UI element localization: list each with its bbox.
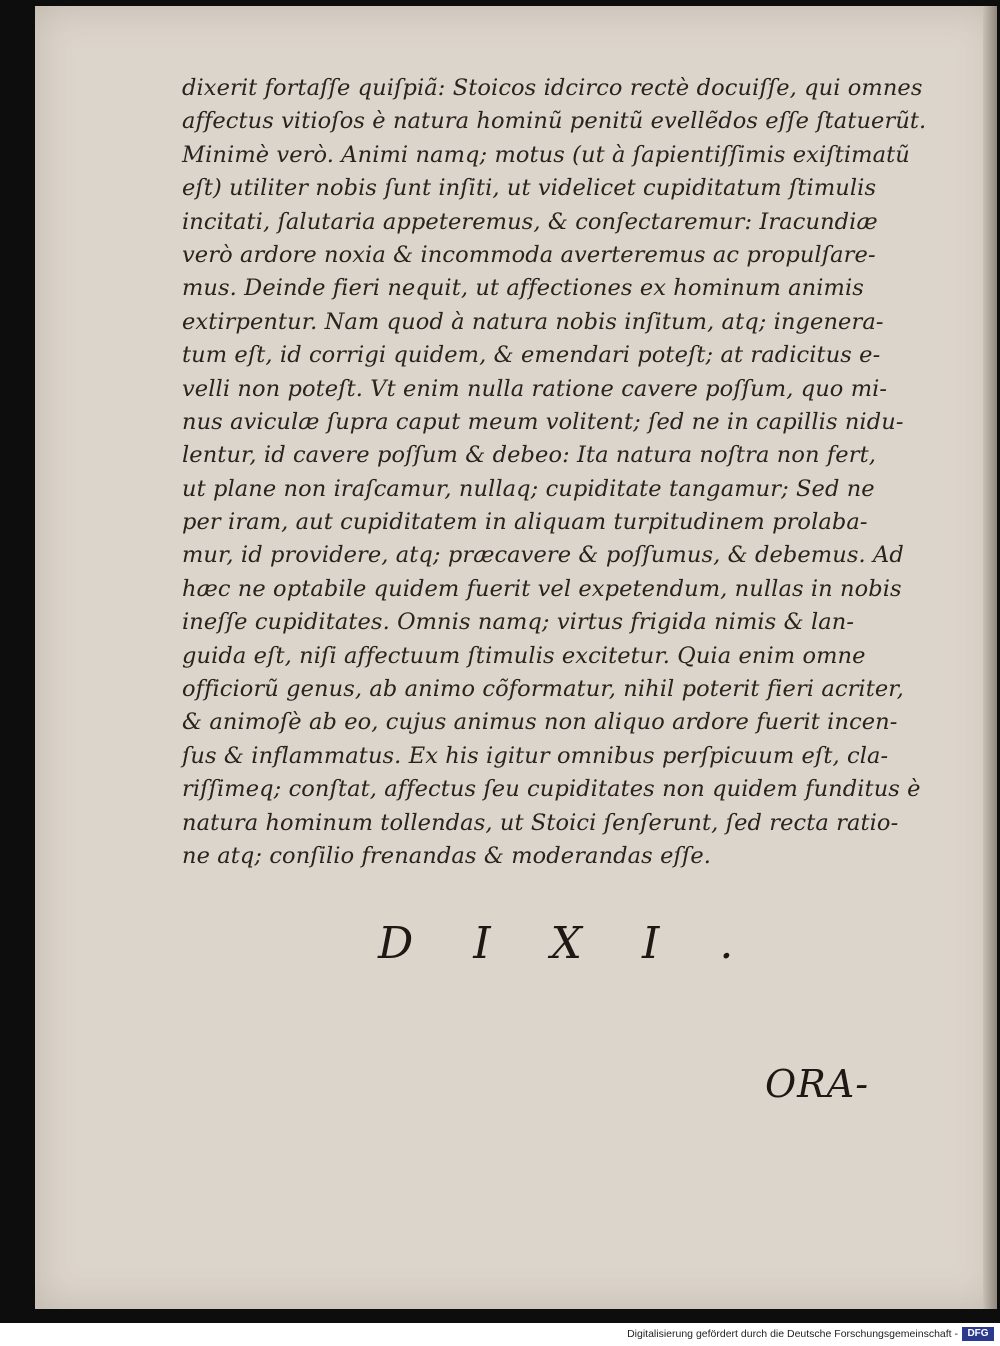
- text-line: extirpentur. Nam quod à natura nobis inſitum, atq; ingenera-: [182, 308, 884, 335]
- text-line: affectus vitioſos è natura hominũ penitũ evellẽdos eſſe ſtatuerũt.: [182, 108, 927, 135]
- text-line: ſus & inflammatus. Ex his igitur omnibus perſpicuum eſt, cla-: [182, 742, 889, 769]
- text-line: velli non poteſt. Vt enim nulla ratione cavere poſſum, quo mi-: [182, 375, 888, 402]
- text-line: natura hominum tollendas, ut Stoici ſenſerunt, ſed recta ratio-: [182, 809, 899, 836]
- page-edge-shadow: [983, 6, 997, 1309]
- text-line: ut plane non iraſcamur, nullaq; cupiditate tangamur; Sed ne: [182, 475, 875, 502]
- text-line: riſſimeq; conſtat, affectus ſeu cupiditates non quidem funditus è: [182, 776, 921, 803]
- text-line: ne atq; conſilio frenandas & moderandas eſſe.: [182, 842, 712, 869]
- text-line: & animoſè ab eo, cujus animus non aliquo ardore fuerit incen-: [182, 709, 898, 736]
- text-line: verò ardore noxia & incommoda averteremus ac propulſare-: [182, 241, 876, 268]
- footer-bar: [0, 1323, 1000, 1346]
- text-line: officiorũ genus, ab animo cõformatur, nihil poterit fieri acriter,: [182, 676, 904, 703]
- closing-word: DIXI.: [378, 918, 794, 969]
- catchword: ORA-: [765, 1062, 870, 1106]
- funding-credit: Digitalisierung gefördert durch die Deutsche Forschungsgemeinschaft -: [627, 1328, 958, 1340]
- text-line: guida eſt, niſi affectuum ſtimulis excitetur. Quia enim omne: [182, 642, 866, 669]
- text-line: ineſſe cupiditates. Omnis namq; virtus frigida nimis & lan-: [182, 609, 855, 636]
- dfg-logo[interactable]: DFG: [962, 1327, 994, 1341]
- text-line: tum eſt, id corrigi quidem, & emendari poteſt; at radicitus e-: [182, 342, 881, 369]
- text-line: mus. Deinde fieri nequit, ut affectiones ex hominum animis: [182, 275, 864, 302]
- text-line: lentur, id cavere poſſum & debeo: Ita natura noſtra non fert,: [182, 442, 876, 469]
- body-text: [182, 72, 932, 873]
- text-line: Minimè verò. Animi namq; motus (ut à ſapientiſſimis exiſtimatũ: [182, 141, 910, 168]
- text-line: incitati, ſalutaria appeteremus, & conſectaremur: Iracundiæ: [182, 208, 878, 235]
- text-line: per iram, aut cupiditatem in aliquam turpitudinem prolaba-: [182, 509, 868, 536]
- text-line: eſt) utiliter nobis ſunt inſiti, ut videlicet cupiditatum ſtimulis: [182, 175, 877, 202]
- text-line: nus aviculæ ſupra caput meum volitent; ſed ne in capillis nidu-: [182, 408, 904, 435]
- text-line: hæc ne optabile quidem fuerit vel expetendum, nullas in nobis: [182, 575, 902, 602]
- text-line: dixerit fortaſſe quiſpiã: Stoicos idcirco rectè docuiſſe, qui omnes: [182, 75, 923, 101]
- text-line: mur, id providere, atq; præcavere & poſſumus, & debemus. Ad: [182, 542, 904, 569]
